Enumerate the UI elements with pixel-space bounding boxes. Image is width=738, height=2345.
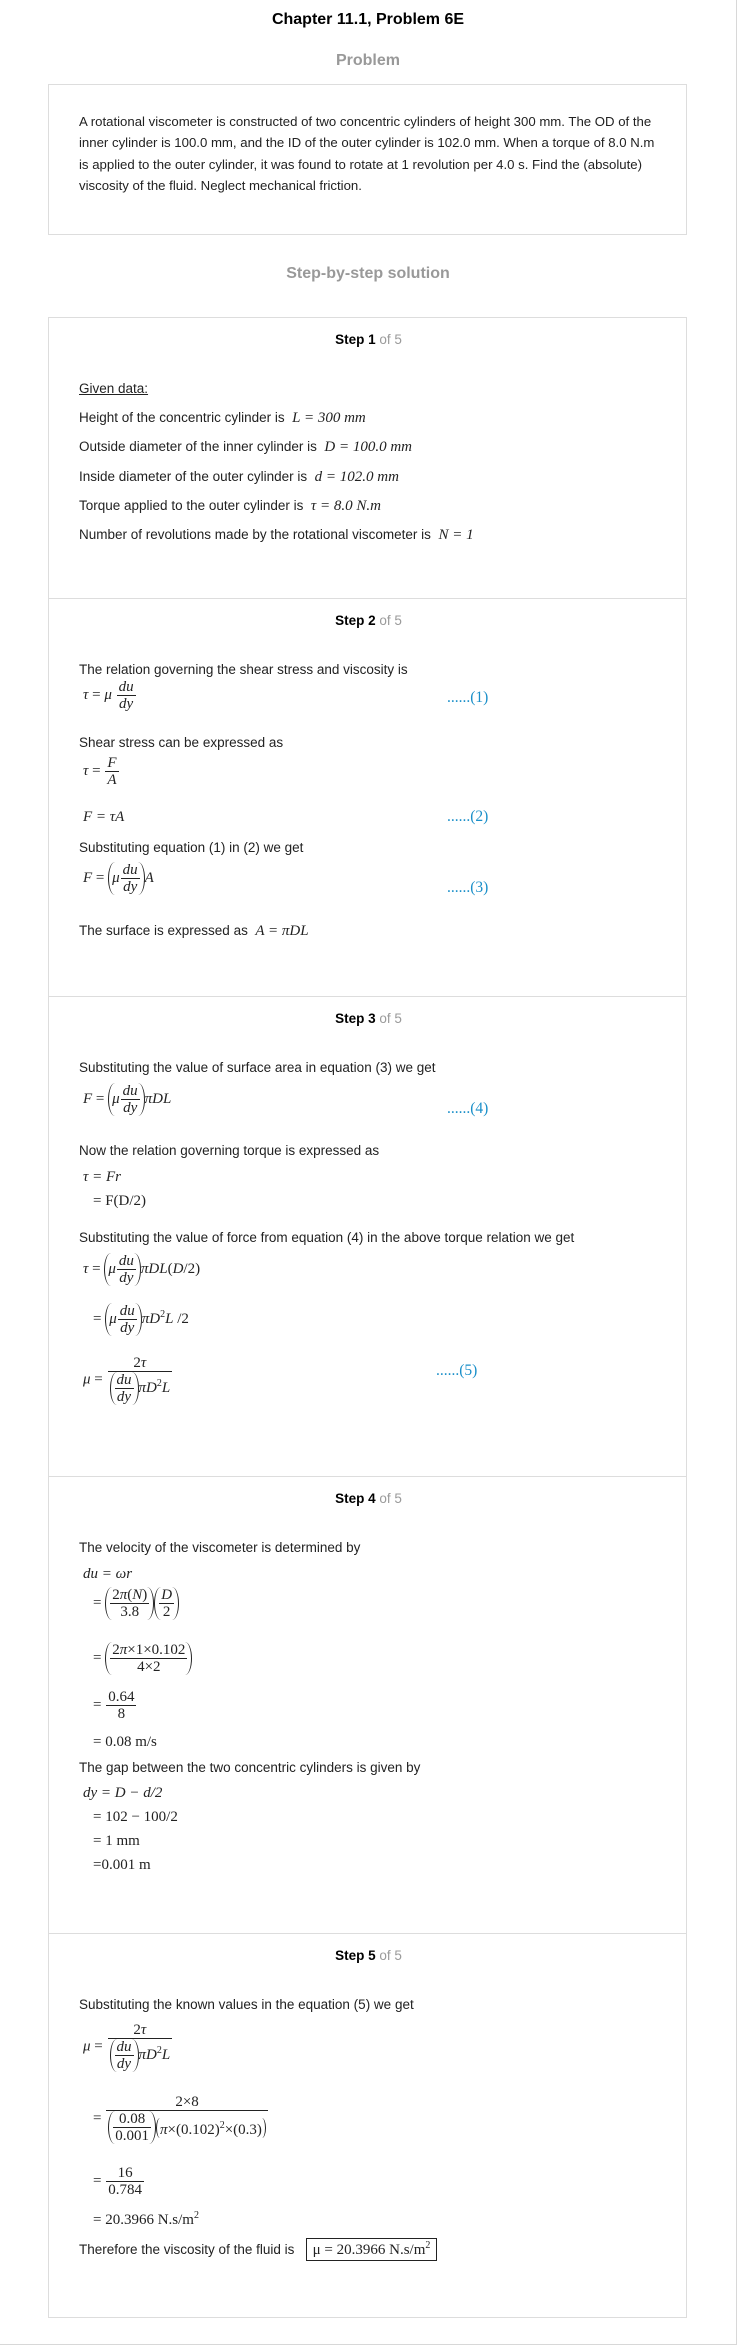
equation-force-surface: F = μ $\frac{du}{dy}$ πDL [83,1083,172,1116]
given-inner-diameter: Outside diameter of the inner cylinder is D = 100.0 mm [79,439,413,455]
step-2-text-1: The relation governing the shear stress and viscosity is [79,662,408,677]
step-5-text-1: Substituting the known values in the equation (5) we get [79,1997,414,2012]
step-3-text-3: Substituting the value of force from equation (4) in the above torque relation we get [79,1230,575,1245]
given-height: Height of the concentric cylinder is L = 300 mm [79,410,366,426]
final-answer: Therefore the viscosity of the fluid is μ = 20.3966 $N.s/m^2$ [79,2238,437,2261]
step-1-heading: Step 1 of 5 [335,332,402,347]
step-2-box [48,598,687,997]
given-revolutions: Number of revolutions made by the rotational viscometer is N = 1 [79,527,474,543]
equation-torque-expanded: τ = μ $\frac{du}{dy}$ πDL(D/2) [83,1253,201,1286]
equation-force: F = τA [83,809,125,825]
equation-viscosity-frac: = $\frac{16}{0.784}$ [93,2165,142,2198]
equation-viscosity-result: = 20.3966 $N.s/m^2$ [93,2210,199,2228]
equation-tag-4: ......(4) [447,1100,489,1117]
step-4-text-1: The velocity of the viscometer is determined by [79,1540,361,1555]
equation-velocity-3: = $\frac{2\pi\times 1\times 0.102}{4\times 2}$ [93,1642,192,1675]
equation-force-expanded: F = μ $\frac{du}{dy}$ A [83,862,154,895]
given-data-label: Given data: [79,381,149,396]
equation-tag-2: ......(2) [447,808,489,825]
equation-viscosity-subst: = 2×8 $\frac{0.08}{0.001}$ $\pi\times(0.102)^2\times(0.3)$ [93,2094,269,2144]
step-5-box [48,1933,687,2318]
given-outer-diameter: Inside diameter of the outer cylinder is d = 102.0 mm [79,469,399,485]
step-3-text-2: Now the relation governing torque is expressed as [79,1143,380,1158]
solution-heading: Step-by-step solution [286,265,450,282]
answer-box: μ = 20.3966 $N.s/m^2$ [306,2238,438,2261]
step-3-box [48,996,687,1477]
equation-gap-4: =0.001 m [93,1857,151,1873]
step-1-box [48,317,687,599]
equation-shear-viscosity: τ = μ $\frac{du}{dy}$ [83,679,134,712]
equation-tag-3: ......(3) [447,879,489,896]
step-4-heading: Step 4 of 5 [335,1491,402,1506]
step-4-box [48,1476,687,1934]
equation-torque-2: = F(D/2) [93,1193,147,1209]
equation-torque: τ = Fr [83,1169,121,1185]
given-torque: Torque applied to the outer cylinder is τ = 8.0 N.m [79,498,381,514]
equation-velocity-2: = $\frac{2\pi(N)}{3.8}$ $\frac{D}{2}$ [93,1587,179,1620]
step-3-heading: Step 3 of 5 [335,1011,402,1026]
step-2-text-3: Substituting equation (1) in (2) we get [79,840,304,855]
equation-tag-1: ......(1) [447,689,489,706]
step-4-text-2: The gap between the two concentric cylinders is given by [79,1760,421,1775]
equation-velocity-5: = 0.08 m/s [93,1734,157,1750]
step-2-text-4: The surface is expressed as A = πDL [79,923,309,939]
problem-text: A rotational viscometer is constructed of two concentric cylinders of height 300 mm. The OD of the inner cylinder is 100.0 mm, and the ID of the outer cylinder is 102.0 mm. When a torque of 8.0 N.m is applied to the outer cylinder, it was found to rotate at 1 revolution per 4.0 s. Find the (absolute) viscosity of the fluid. Neglect mechanical friction. [79,114,655,193]
equation-tag-5: ......(5) [436,1362,478,1379]
step-5-heading: Step 5 of 5 [335,1948,402,1963]
equation-gap-3: = 1 mm [93,1833,140,1849]
equation-gap-2: = 102 − 100/2 [93,1809,178,1825]
step-2-heading: Step 2 of 5 [335,613,402,628]
equation-velocity-4: = $\frac{0.64}{8}$ [93,1689,135,1722]
equation-gap: dy = D − d/2 [83,1785,163,1801]
step-2-text-2: Shear stress can be expressed as [79,735,284,750]
equation-velocity: du = ωr [83,1566,133,1582]
equation-torque-simplified: = μ $\frac{du}{dy}$ $\pi D^2L$ /2 [93,1303,189,1336]
step-3-text-1: Substituting the value of surface area in equation (3) we get [79,1060,436,1075]
page-title: Chapter 11.1, Problem 6E [271,11,465,28]
equation-viscosity: μ = 2τ $\frac{du}{dy}$ $\pi D^2L$ [83,1355,171,1405]
equation-viscosity-final: μ = 2τ $\frac{du}{dy}$ $\pi D^2L$ [83,2022,171,2072]
equation-shear-stress: τ = $\frac{F}{A}$ [83,755,117,788]
problem-box [48,84,687,235]
problem-heading: Problem [335,52,400,69]
